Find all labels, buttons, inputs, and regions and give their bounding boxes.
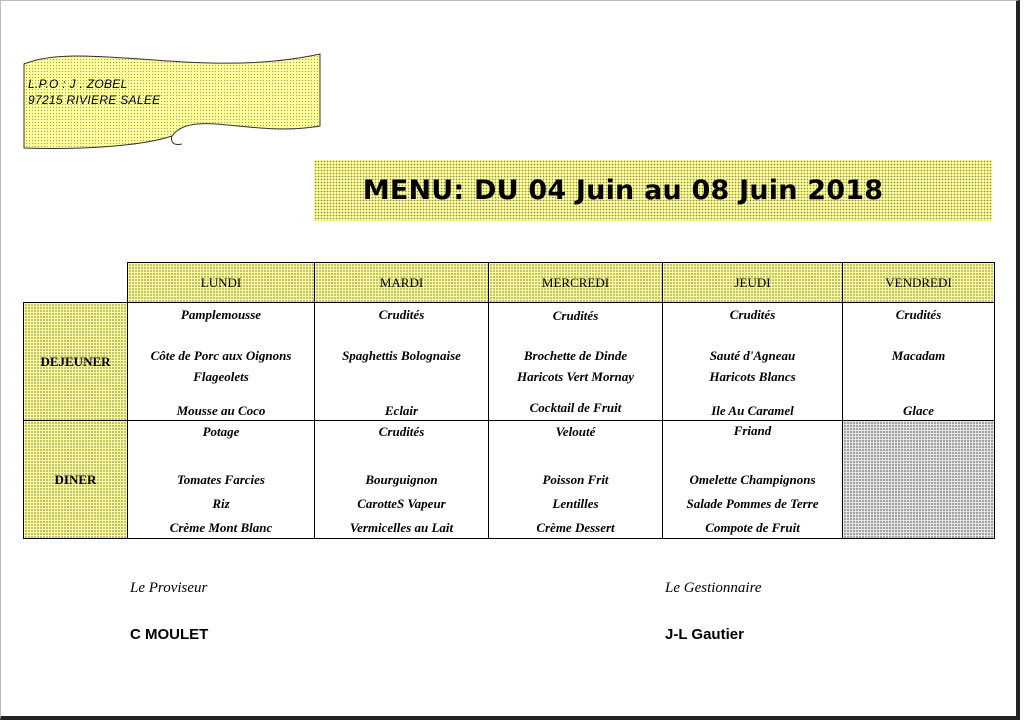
school-name: L.P.O : J . ZOBEL <box>28 77 128 91</box>
empty-menu-cell <box>843 421 995 539</box>
dish: CarotteS Vapeur <box>357 496 446 511</box>
dish: Omelette Champignons <box>689 472 816 487</box>
dish: Vermicelles au Lait <box>349 520 454 535</box>
signature-name-left: C MOULET <box>130 626 209 643</box>
page-title: MENU: DU 04 Juin au 08 Juin 2018 <box>362 175 884 206</box>
dish: Crudités <box>552 308 599 323</box>
dish: Velouté <box>555 424 596 439</box>
dish: Cocktail de Fruit <box>529 400 622 415</box>
day-header: MERCREDI <box>489 263 663 303</box>
dish: Crudités <box>378 307 425 322</box>
dish: Eclair <box>384 403 419 418</box>
menu-cell <box>315 421 489 539</box>
signature-role-left: Le Proviseur <box>130 580 208 596</box>
menu-table <box>23 262 995 539</box>
menu-cell <box>663 303 843 421</box>
dish: Spaghettis Bolognaise <box>342 348 461 363</box>
menu-cell <box>315 303 489 421</box>
table-row-dejeuner <box>24 303 995 421</box>
dish: Flageolets <box>193 369 249 384</box>
dish: Côte de Porc aux Oignons <box>150 348 292 363</box>
menu-cell <box>663 421 843 539</box>
dish: Crème Dessert <box>536 520 615 535</box>
dish: Ile Au Caramel <box>711 403 794 418</box>
dish: Brochette de Dinde <box>523 348 628 363</box>
dish: Mousse au Coco <box>176 403 266 418</box>
dish: Haricots Vert Mornay <box>516 369 634 384</box>
dish: Friand <box>733 423 772 438</box>
dish: Pamplemousse <box>180 307 262 322</box>
menu-cell <box>128 421 315 539</box>
menu-cell <box>843 303 995 421</box>
days-header-row <box>24 263 995 303</box>
menu-cell <box>489 303 663 421</box>
dish: Crudités <box>729 307 776 322</box>
dish: Potage <box>202 424 240 439</box>
table-row-diner <box>24 421 995 539</box>
dish: Glace <box>902 403 935 418</box>
day-header: MARDI <box>315 263 489 303</box>
dish: Sauté d'Agneau <box>709 348 796 363</box>
dish: Macadam <box>891 348 946 363</box>
dish: Crème Mont Blanc <box>169 520 273 535</box>
day-header: VENDREDI <box>843 263 995 303</box>
signature-role-right: Le Gestionnaire <box>665 580 762 596</box>
day-header: JEUDI <box>663 263 843 303</box>
dish: Haricots Blancs <box>709 369 796 384</box>
meal-label: DEJEUNER <box>24 303 128 421</box>
dish: Crudités <box>895 307 942 322</box>
dish: Salade Pommes de Terre <box>686 496 819 511</box>
dish: Bourguignon <box>365 472 438 487</box>
menu-cell <box>128 303 315 421</box>
dish: Compote de Fruit <box>705 520 800 535</box>
dish: Crudités <box>378 424 425 439</box>
meal-label: DINER <box>24 421 128 539</box>
dish: Tomates Farcies <box>177 472 265 487</box>
corner-cell <box>24 263 128 303</box>
dish: Lentilles <box>552 496 599 511</box>
menu-title-box <box>314 160 992 221</box>
dish: Riz <box>212 496 230 511</box>
dish: Poisson Frit <box>542 472 609 487</box>
menu-cell <box>489 421 663 539</box>
day-header: LUNDI <box>128 263 315 303</box>
school-address: 97215 RIVIERE SALEE <box>28 93 161 107</box>
school-info <box>28 76 160 108</box>
signature-name-right: J-L Gautier <box>665 626 744 643</box>
